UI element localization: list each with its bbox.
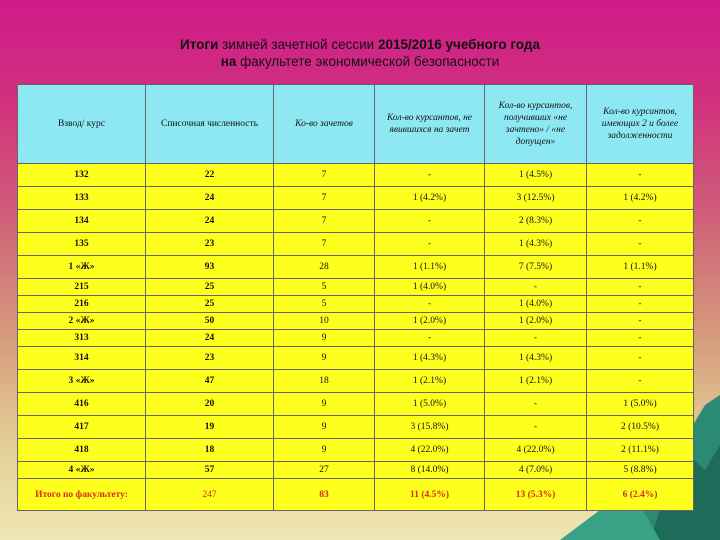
cell-roster: 25 [146,296,274,313]
table-row [18,187,694,210]
cell-platoon: 416 [18,393,146,416]
cell-roster: 57 [146,462,274,479]
table-row [18,164,694,187]
table-row [18,279,694,296]
total-debts: 6 (2.4%) [587,479,694,511]
header-two-plus-debts: Кол-во курсантов, имеющих 2 и более задолженности [587,85,694,164]
cell-failed: - [485,393,587,416]
cell-failed: 4 (7.0%) [485,462,587,479]
cell-roster: 19 [146,416,274,439]
table-row [18,370,694,393]
cell-failed: 1 (4.3%) [485,347,587,370]
header-credits-count: Ко-во зачетов [274,85,375,164]
cell-absent: - [375,210,485,233]
cell-failed: - [485,330,587,347]
header-failed: Кол-во курсантов, получивших «не зачтено» / «не допущен» [485,85,587,164]
cell-platoon: 418 [18,439,146,462]
cell-credits: 7 [274,164,375,187]
cell-absent: - [375,233,485,256]
cell-absent: 1 (2.0%) [375,313,485,330]
cell-platoon: 1 «Ж» [18,256,146,279]
cell-debts: 5 (8.8%) [587,462,694,479]
cell-credits: 5 [274,279,375,296]
cell-debts: 2 (11.1%) [587,439,694,462]
table-row [18,313,694,330]
total-roster: 247 [146,479,274,511]
total-credits: 83 [274,479,375,511]
title-text-middle: зимней зачетной сессии [222,37,375,52]
cell-absent: 1 (4.0%) [375,279,485,296]
cell-platoon: 314 [18,347,146,370]
cell-absent: 1 (5.0%) [375,393,485,416]
title-bold-start: Итоги [180,37,219,52]
title-line-2 [0,53,720,70]
cell-absent: - [375,296,485,313]
cell-roster: 47 [146,370,274,393]
cell-roster: 24 [146,210,274,233]
cell-debts: - [587,313,694,330]
cell-roster: 20 [146,393,274,416]
cell-credits: 9 [274,347,375,370]
cell-debts: - [587,370,694,393]
cell-roster: 22 [146,164,274,187]
cell-roster: 25 [146,279,274,296]
cell-absent: 3 (15.8%) [375,416,485,439]
cell-debts: 1 (4.2%) [587,187,694,210]
cell-failed: 4 (22.0%) [485,439,587,462]
title-bold-year: 2015/2016 учебного года [377,37,540,52]
cell-roster: 50 [146,313,274,330]
cell-debts: - [587,347,694,370]
cell-failed: 1 (4.5%) [485,164,587,187]
cell-failed: 1 (4.3%) [485,233,587,256]
cell-absent: 1 (4.3%) [375,347,485,370]
cell-failed: - [485,416,587,439]
table-row [18,296,694,313]
cell-credits: 9 [274,393,375,416]
cell-credits: 10 [274,313,375,330]
cell-platoon: 216 [18,296,146,313]
cell-platoon: 313 [18,330,146,347]
cell-platoon: 133 [18,187,146,210]
title-bold-on: на [220,54,237,69]
cell-absent: 1 (2.1%) [375,370,485,393]
table-row [18,330,694,347]
cell-roster: 23 [146,233,274,256]
cell-failed: - [485,279,587,296]
cell-credits: 27 [274,462,375,479]
cell-failed: 1 (2.1%) [485,370,587,393]
cell-roster: 23 [146,347,274,370]
cell-roster: 93 [146,256,274,279]
table-row [18,393,694,416]
cell-platoon: 132 [18,164,146,187]
total-platoon: Итого по факультету: [18,479,146,511]
title-line-1 [0,36,720,53]
header-platoon: Взвод/ курс [18,85,146,164]
cell-credits: 9 [274,416,375,439]
table-row [18,210,694,233]
cell-debts: 1 (1.1%) [587,256,694,279]
cell-credits: 9 [274,439,375,462]
cell-platoon: 2 «Ж» [18,313,146,330]
header-absent: Кол-во курсантов, не явившихся на зачет [375,85,485,164]
cell-absent: - [375,330,485,347]
cell-absent: - [375,164,485,187]
cell-absent: 8 (14.0%) [375,462,485,479]
session-results-table [17,84,694,511]
table-row [18,462,694,479]
cell-debts: - [587,330,694,347]
table-row [18,416,694,439]
total-absent: 11 (4.5%) [375,479,485,511]
table-row [18,439,694,462]
cell-debts: - [587,233,694,256]
total-failed: 13 (5.3%) [485,479,587,511]
cell-failed: 2 (8.3%) [485,210,587,233]
table-row [18,256,694,279]
cell-debts: - [587,210,694,233]
table-row [18,347,694,370]
cell-debts: 1 (5.0%) [587,393,694,416]
cell-debts: - [587,164,694,187]
title-text-faculty: факультете экономической безопасности [240,54,500,69]
cell-failed: 1 (2.0%) [485,313,587,330]
cell-credits: 5 [274,296,375,313]
cell-credits: 18 [274,370,375,393]
header-roster-count: Списочная численность [146,85,274,164]
cell-debts: 2 (10.5%) [587,416,694,439]
cell-credits: 9 [274,330,375,347]
cell-credits: 7 [274,233,375,256]
cell-failed: 3 (12.5%) [485,187,587,210]
cell-absent: 4 (22.0%) [375,439,485,462]
cell-platoon: 4 «Ж» [18,462,146,479]
cell-platoon: 134 [18,210,146,233]
table-total-row [18,479,694,511]
cell-credits: 28 [274,256,375,279]
cell-platoon: 215 [18,279,146,296]
table-header-row [18,85,694,164]
cell-absent: 1 (1.1%) [375,256,485,279]
table-row [18,233,694,256]
cell-platoon: 135 [18,233,146,256]
cell-failed: 1 (4.0%) [485,296,587,313]
cell-roster: 18 [146,439,274,462]
cell-failed: 7 (7.5%) [485,256,587,279]
cell-debts: - [587,279,694,296]
cell-credits: 7 [274,187,375,210]
cell-credits: 7 [274,210,375,233]
page-title [0,36,720,70]
cell-roster: 24 [146,187,274,210]
cell-roster: 24 [146,330,274,347]
cell-platoon: 3 «Ж» [18,370,146,393]
cell-absent: 1 (4.2%) [375,187,485,210]
cell-debts: - [587,296,694,313]
cell-platoon: 417 [18,416,146,439]
